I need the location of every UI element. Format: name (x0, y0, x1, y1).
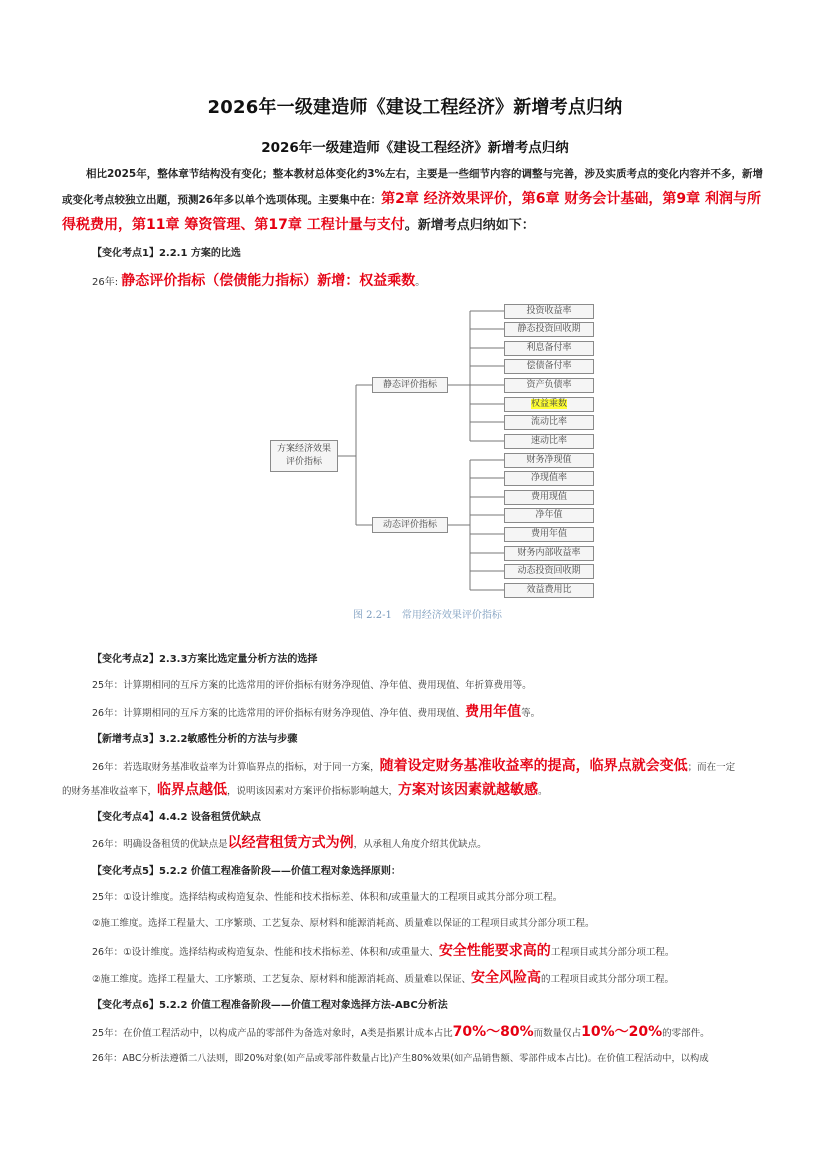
dynamic-indicators-node: 动态评价指标 (372, 517, 448, 533)
section-2-line-1: 25年：计算期相同的互斥方案的比选常用的评价指标有财务净现值、净年值、费用现值、年折算费用等。 (92, 680, 532, 691)
root-node: 方案经济效果 评价指标 (270, 440, 338, 472)
static-item: 流动比率 (504, 415, 594, 430)
static-item: 资产负债率 (504, 378, 594, 393)
highlight-text: 安全性能要求高的 (438, 943, 551, 959)
highlight-text: 方案对该因素就越敏感 (398, 782, 539, 798)
section-3-line-2 (62, 779, 768, 799)
dynamic-item: 费用年值 (504, 527, 594, 542)
section-5-line-2: ②施工维度。选择工程量大、工序繁琐、工艺复杂、原材料和能源消耗高、质量难以保证的工程项目或其分部分项工程。 (92, 918, 595, 929)
evaluation-indicator-diagram (258, 300, 608, 626)
dynamic-item: 净现值率 (504, 471, 594, 486)
line-tail: 工程项目或其分部分项工程。 (550, 947, 675, 958)
line-prefix: 的财务基准收益率下， (62, 786, 158, 797)
highlight-text: 临界点越低 (157, 782, 228, 798)
dynamic-item: 动态投资回收期 (504, 564, 594, 579)
dynamic-item: 财务内部收益率 (504, 546, 594, 561)
line-tail: 。 (415, 277, 426, 288)
diagram-caption: 图 2.2-1 常用经济效果评价指标 (353, 610, 502, 621)
document-title: 2026年一级建造师《建设工程经济》新增考点归纳 (207, 97, 623, 118)
line-mid: 而数量仅占 (533, 1028, 582, 1039)
highlight-text: 安全风险高 (471, 970, 542, 986)
line-mid: ，说明该因素对方案评价指标影响越大， (227, 786, 399, 797)
static-item: 速动比率 (504, 434, 594, 449)
line-prefix: 26年：①设计维度。选择结构或构造复杂、性能和技术指标差、体积和/或重量大、 (92, 947, 439, 958)
intro-sep: ， (507, 191, 522, 207)
section-4-header: 【变化考点4】4.4.2 设备租赁优缺点 (92, 812, 261, 823)
line-tail: 。 (538, 786, 548, 797)
highlight-text: 静态评价指标（偿债能力指标）新增：权益乘数 (121, 273, 416, 289)
section-3-line-1 (62, 755, 768, 775)
highlight-text: 费用年值 (465, 704, 522, 720)
chapter-11: 第11章 筹资管理 (132, 217, 241, 233)
highlight-text: 以经营租赁方式为例 (227, 835, 354, 851)
highlight-text: 10%～20% (581, 1024, 663, 1040)
dynamic-item: 费用现值 (504, 490, 594, 505)
static-item: 静态投资回收期 (504, 322, 594, 337)
section-5-line-4 (62, 967, 768, 987)
highlighted-label: 权益乘数 (530, 399, 567, 409)
section-6-header: 【变化考点6】5.2.2 价值工程准备阶段——价值工程对象选择方法-ABC分析法 (92, 1000, 448, 1011)
section-2-header: 【变化考点2】2.3.3方案比选定量分析方法的选择 (92, 654, 318, 665)
highlight-text: 随着设定财务基准收益率的提高，临界点就会变低 (379, 758, 688, 774)
line-tail: 的零部件。 (662, 1028, 710, 1039)
intro-sep: ， (648, 191, 663, 207)
chapter-9: 第9章 利润与所得税费用 (62, 191, 761, 233)
section-5-line-3 (62, 940, 768, 960)
section-5-header: 【变化考点5】5.2.2 价值工程准备阶段——价值工程对象选择原则： (92, 866, 401, 877)
section-4-line-1 (62, 832, 768, 852)
section-5-line-1: 25年：①设计维度。选择结构或构造复杂、性能和技术指标差、体积和/或重量大的工程项目或其分部分项工程。 (92, 892, 563, 903)
section-1-header: 【变化考点1】2.2.1 方案的比选 (92, 248, 241, 259)
intro-sep: 、 (240, 217, 255, 233)
section-3-header: 【新增考点3】3.2.2敏感性分析的方法与步骤 (92, 734, 298, 745)
document-subtitle: 2026年一级建造师《建设工程经济》新增考点归纳 (261, 140, 569, 156)
chapter-17: 第17章 工程计量与支付 (254, 217, 405, 233)
line-tail: ，从承租人角度介绍其优缺点。 (353, 839, 487, 850)
static-item-highlighted (504, 397, 594, 412)
dynamic-item: 净年值 (504, 508, 594, 523)
line-prefix: 26年: (92, 277, 122, 288)
intro-paragraph (62, 162, 772, 239)
section-2-line-2 (62, 701, 768, 721)
static-item: 利息备付率 (504, 341, 594, 356)
line-prefix: 26年：若选取财务基准收益率为计算临界点的指标，对于同一方案， (92, 762, 380, 773)
line-tail: 等。 (521, 708, 541, 719)
chapter-6: 第6章 财务会计基础 (521, 191, 649, 207)
section-6-line-2: 26年：ABC分析法遵循二八法则，即20%对象(如产品或零部件数量占比)产生80%效果(如产品销售额、零部件成本占比)。在价值工程活动中，以构成 (92, 1053, 709, 1064)
static-item: 投资收益率 (504, 304, 594, 319)
intro-tail: 。新增考点归纳如下： (404, 218, 535, 233)
dynamic-item: 财务净现值 (504, 453, 594, 468)
static-item: 偿债备付率 (504, 359, 594, 374)
line-prefix: 26年：计算期相同的互斥方案的比选常用的评价指标有财务净现值、净年值、费用现值、 (92, 708, 466, 719)
highlight-text: 70%～80% (452, 1024, 534, 1040)
line-prefix: 26年：明确设备租赁的优缺点是 (92, 839, 228, 850)
intro-sep: ， (118, 217, 132, 233)
line-prefix: ②施工维度。选择工程量大、工序繁琐、工艺复杂、原材料和能源消耗高、质量难以保证、 (92, 974, 472, 985)
dynamic-item: 效益费用比 (504, 583, 594, 598)
line-prefix: 25年：在价值工程活动中，以构成产品的零部件为备选对象时，A类是指累计成本占比 (92, 1028, 453, 1039)
chapter-2: 第2章 经济效果评价 (381, 191, 508, 207)
section-1-line (62, 270, 768, 290)
section-6-line-1 (62, 1021, 768, 1041)
static-indicators-node: 静态评价指标 (372, 377, 448, 393)
intro-text: 相比2025年，整体章节结构没有变化；整本教材总体变化约3%左右，主要是一些细节内容的调整与完善，涉及实质考点的变化内容并不多，新增或变化考点较独立出题，预测26年多以单个选项体现。主要集中在： (62, 168, 764, 206)
line-tail: 的工程项目或其分部分项工程。 (541, 974, 675, 985)
line-tail: ；而在一定 (687, 762, 736, 773)
